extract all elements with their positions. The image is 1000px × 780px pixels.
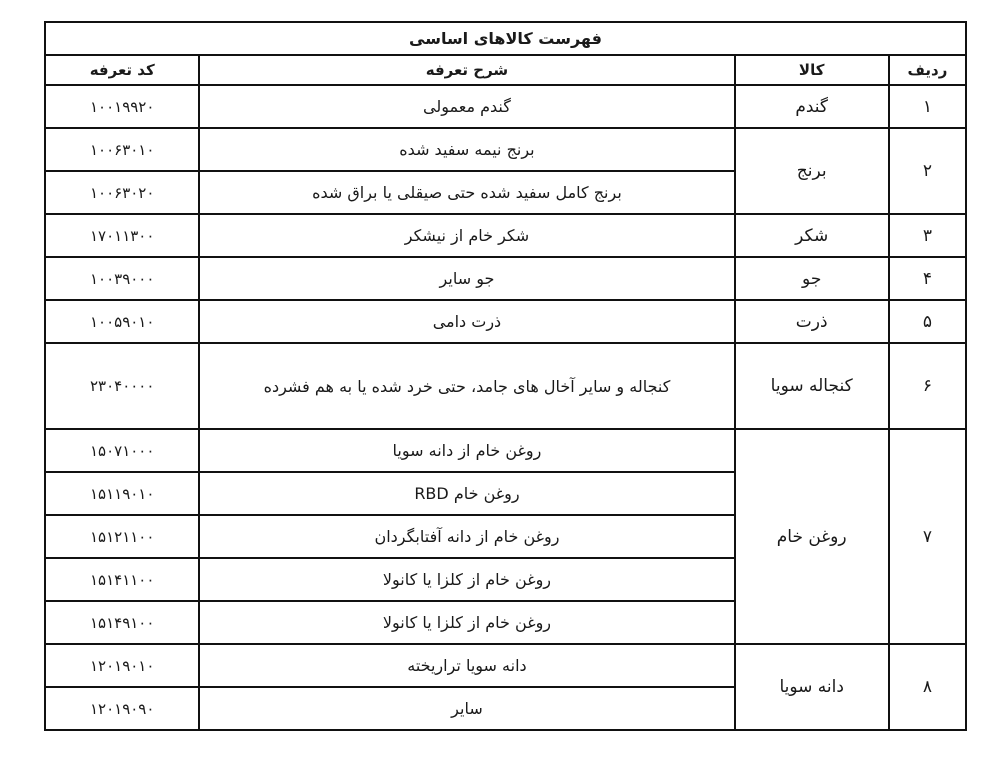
row-number: ۷ (889, 429, 966, 644)
commodity-name: جو (735, 257, 889, 300)
table-row (45, 214, 966, 257)
tariff-description: برنج کامل سفید شده حتی صیقلی یا براق شده (199, 171, 734, 214)
commodity-name: برنج (735, 128, 889, 214)
header-desc: شرح تعرفه (199, 55, 734, 85)
tariff-description: جو سایر (199, 257, 734, 300)
tariff-code: ۱۲۰۱۹۰۱۰ (45, 644, 199, 687)
row-number: ۴ (889, 257, 966, 300)
tariff-description: کنجاله و سایر آخال های جامد، حتی خرد شده یا به هم فشرده (199, 343, 734, 429)
row-number: ۲ (889, 128, 966, 214)
table-row (45, 128, 966, 171)
row-number: ۶ (889, 343, 966, 429)
tariff-code: ۲۳۰۴۰۰۰۰ (45, 343, 199, 429)
tariff-code: ۱۵۰۷۱۰۰۰ (45, 429, 199, 472)
table-row (45, 644, 966, 687)
tariff-description: روغن خام از کلزا یا کانولا (199, 558, 734, 601)
tariff-code: ۱۰۰۱۹۹۲۰ (45, 85, 199, 128)
row-number: ۸ (889, 644, 966, 730)
tariff-description: شکر خام از نیشکر (199, 214, 734, 257)
tariff-code: ۱۰۰۶۳۰۲۰ (45, 171, 199, 214)
commodity-name: شکر (735, 214, 889, 257)
table-row (45, 85, 966, 128)
tariff-code: ۱۰۰۳۹۰۰۰ (45, 257, 199, 300)
commodity-name: روغن خام (735, 429, 889, 644)
row-number: ۳ (889, 214, 966, 257)
header-code: کد تعرفه (45, 55, 199, 85)
table-title: فهرست کالاهای اساسی (45, 22, 966, 55)
tariff-code: ۱۷۰۱۱۳۰۰ (45, 214, 199, 257)
tariff-description: روغن خام از کلزا یا کانولا (199, 601, 734, 644)
table-row (45, 300, 966, 343)
tariff-description: روغن خام از دانه سویا (199, 429, 734, 472)
table-row (45, 343, 966, 429)
tariff-description: برنج نیمه سفید شده (199, 128, 734, 171)
header-kala: کالا (735, 55, 889, 85)
tariff-description: دانه سویا تراریخته (199, 644, 734, 687)
tariff-code: ۱۵۱۴۱۱۰۰ (45, 558, 199, 601)
tariff-code: ۱۰۰۶۳۰۱۰ (45, 128, 199, 171)
tariff-description: روغن خام RBD (199, 472, 734, 515)
tariff-description: روغن خام از دانه آفتابگردان (199, 515, 734, 558)
tariff-description: گندم معمولی (199, 85, 734, 128)
tariff-code: ۱۵۱۱۹۰۱۰ (45, 472, 199, 515)
table-row (45, 257, 966, 300)
commodity-name: ذرت (735, 300, 889, 343)
tariff-code: ۱۵۱۲۱۱۰۰ (45, 515, 199, 558)
header-radif: ردیف (889, 55, 966, 85)
tariff-description: ذرت دامی (199, 300, 734, 343)
tariff-description: سایر (199, 687, 734, 730)
tariff-code: ۱۵۱۴۹۱۰۰ (45, 601, 199, 644)
row-number: ۱ (889, 85, 966, 128)
row-number: ۵ (889, 300, 966, 343)
basic-goods-table (44, 21, 967, 731)
tariff-code: ۱۰۰۵۹۰۱۰ (45, 300, 199, 343)
tariff-code: ۱۲۰۱۹۰۹۰ (45, 687, 199, 730)
commodity-name: دانه سویا (735, 644, 889, 730)
table-row (45, 429, 966, 472)
commodity-name: کنجاله سویا (735, 343, 889, 429)
commodity-name: گندم (735, 85, 889, 128)
